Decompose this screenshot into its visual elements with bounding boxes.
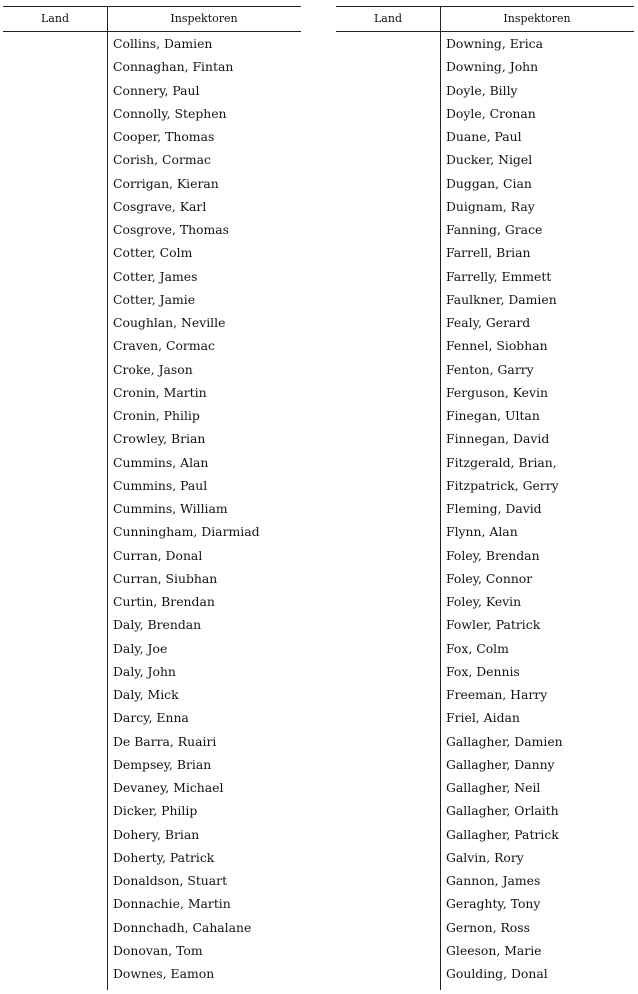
inspector-name: Gallagher, Neil xyxy=(446,780,541,795)
inspector-name: Cotter, James xyxy=(113,268,198,284)
right-table-header xyxy=(336,6,634,32)
inspector-name: Connolly, Stephen xyxy=(113,105,227,121)
inspector-name: Finegan, Ultan xyxy=(446,408,540,423)
inspector-name: Foley, Connor xyxy=(446,570,533,586)
left-column-divider xyxy=(107,6,108,990)
inspector-name: Connaghan, Fintan xyxy=(113,59,234,75)
inspector-name: Daly, John xyxy=(113,663,176,679)
inspector-name: Gallagher, Danny xyxy=(446,756,555,772)
inspector-name: Fox, Colm xyxy=(446,640,509,656)
inspector-name: Cooper, Thomas xyxy=(113,129,215,144)
inspector-name: Daly, Mick xyxy=(113,687,179,702)
inspector-name: Finnegan, David xyxy=(446,431,550,447)
inspector-name: Ducker, Nigel xyxy=(446,152,533,168)
inspector-name: Gallagher, Damien xyxy=(446,733,563,749)
inspector-name: Corish, Cormac xyxy=(113,152,211,168)
right-header-land: Land xyxy=(374,12,402,25)
inspector-name: Curran, Donal xyxy=(113,547,203,563)
inspector-name: Doyle, Billy xyxy=(446,82,518,98)
inspector-name: Fitzgerald, Brian, xyxy=(446,454,557,470)
inspector-name: Cosgrave, Karl xyxy=(113,198,207,214)
inspector-name: Downes, Eamon xyxy=(113,966,215,981)
inspector-name: Downing, Erica xyxy=(446,36,543,51)
inspector-name: Donnchadh, Cahalane xyxy=(113,919,252,935)
inspector-name: Connery, Paul xyxy=(113,82,200,98)
inspector-name: Cunningham, Diarmiad xyxy=(113,524,260,540)
inspector-name: Dohery, Brian xyxy=(113,826,200,842)
inspector-name: Dicker, Philip xyxy=(113,803,198,819)
inspector-name: Foley, Kevin xyxy=(446,594,522,609)
inspector-name: Donnachie, Martin xyxy=(113,896,231,912)
inspector-name: Cummins, William xyxy=(113,501,228,516)
inspector-name: Crowley, Brian xyxy=(113,431,206,447)
inspector-name: De Barra, Ruairi xyxy=(113,733,217,749)
inspector-name: Cosgrove, Thomas xyxy=(113,222,230,237)
inspector-name: Corrigan, Kieran xyxy=(113,175,219,191)
inspector-name: Fennel, Siobhan xyxy=(446,338,548,354)
inspector-name: Gleeson, Marie xyxy=(446,942,542,958)
right-header-inspectors: Inspektoren xyxy=(503,12,571,25)
inspector-name: Daly, Joe xyxy=(113,640,168,656)
inspector-name: Daly, Brendan xyxy=(113,617,202,633)
inspector-name: Curran, Siubhan xyxy=(113,570,218,586)
left-table xyxy=(3,6,301,990)
inspector-name: Geraghty, Tony xyxy=(446,896,541,912)
inspector-name: Cronin, Philip xyxy=(113,408,200,423)
inspector-name: Flynn, Alan xyxy=(446,524,518,540)
inspector-name: Duignam, Ray xyxy=(446,198,535,214)
inspector-name: Croke, Jason xyxy=(113,361,193,377)
inspector-name: Fanning, Grace xyxy=(446,222,543,237)
inspector-name: Farrell, Brian xyxy=(446,245,531,261)
inspector-name: Freeman, Harry xyxy=(446,687,548,702)
inspector-name: Downing, John xyxy=(446,59,539,75)
right-inspector-list xyxy=(446,36,563,989)
inspector-name: Doyle, Cronan xyxy=(446,105,536,121)
inspector-name: Coughlan, Neville xyxy=(113,315,226,330)
inspector-name: Gallagher, Patrick xyxy=(446,826,559,842)
left-header-land: Land xyxy=(41,12,69,25)
inspector-name: Craven, Cormac xyxy=(113,338,215,354)
right-column-divider xyxy=(440,6,441,990)
inspector-name: Fealy, Gerard xyxy=(446,315,531,330)
inspector-name: Collins, Damien xyxy=(113,36,213,51)
left-header-inspectors: Inspektoren xyxy=(170,12,238,25)
inspector-name: Fox, Dennis xyxy=(446,663,520,679)
inspector-name: Darcy, Enna xyxy=(113,710,189,726)
inspector-name: Doherty, Patrick xyxy=(113,849,215,865)
inspector-name: Goulding, Donal xyxy=(446,966,548,981)
inspector-name: Faulkner, Damien xyxy=(446,291,557,307)
inspector-name: Farrelly, Emmett xyxy=(446,268,552,284)
left-table-header xyxy=(3,6,301,32)
inspector-name: Duane, Paul xyxy=(446,129,522,144)
left-inspector-list xyxy=(113,36,260,989)
inspector-name: Gernon, Ross xyxy=(446,919,530,935)
inspector-name: Cummins, Alan xyxy=(113,454,209,470)
inspector-name: Galvin, Rory xyxy=(446,849,524,865)
inspector-name: Cotter, Jamie xyxy=(113,291,196,307)
inspector-name: Donaldson, Stuart xyxy=(113,873,228,888)
inspector-name: Donovan, Tom xyxy=(113,942,203,958)
inspector-name: Gallagher, Orlaith xyxy=(446,803,559,819)
inspector-name: Ferguson, Kevin xyxy=(446,384,548,400)
inspector-name: Dempsey, Brian xyxy=(113,756,212,772)
inspector-name: Fenton, Garry xyxy=(446,361,534,377)
inspector-name: Cronin, Martin xyxy=(113,384,207,400)
inspector-name: Fowler, Patrick xyxy=(446,617,541,633)
inspector-name: Cotter, Colm xyxy=(113,245,193,261)
inspector-name: Foley, Brendan xyxy=(446,547,540,563)
inspector-name: Gannon, James xyxy=(446,873,541,888)
inspector-name: Curtin, Brendan xyxy=(113,594,215,609)
inspector-name: Fleming, David xyxy=(446,501,542,516)
inspector-name: Duggan, Cian xyxy=(446,175,532,191)
inspector-name: Friel, Aidan xyxy=(446,710,520,726)
right-table xyxy=(336,6,634,990)
inspector-name: Cummins, Paul xyxy=(113,477,208,493)
inspector-name: Devaney, Michael xyxy=(113,780,224,795)
inspector-name: Fitzpatrick, Gerry xyxy=(446,477,559,493)
